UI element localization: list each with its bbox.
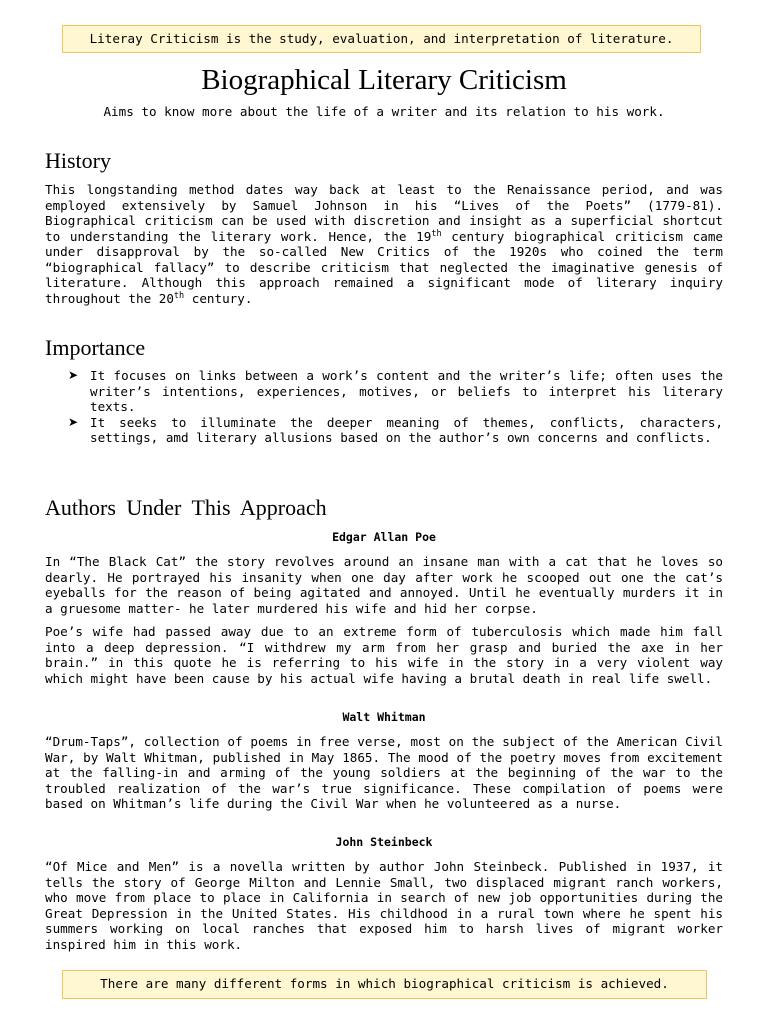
definition-text: Literay Criticism is the study, evaluation, and interpretation of literature.: [89, 31, 674, 46]
importance-heading: Importance: [45, 335, 146, 360]
superscript-th-1: th: [431, 228, 442, 239]
poe-paragraph-1: In “The Black Cat” the story revolves around an insane man with a cat that he loves so dearly. He portrayed his insanity when one day after work he scooped out one the cat’s eyeballs for the reason of being agitated and annoyed. Until he eventually murders it in a gruesome matter- he later murdered his wife and hid her corpse.: [45, 554, 723, 616]
arrow-bullet-icon: ➤: [68, 414, 79, 429]
page-title: Biographical Literary Criticism: [201, 64, 567, 96]
history-heading: History: [45, 148, 111, 173]
history-text-1: This longstanding method dates way back at least to the Renaissance period, and was employed extensively by Samuel Johnson in his “Lives of the Poets” (1779-81). Biographical criticism can be used with discretion and insight as a superficial shortcut to understanding the literary work. Hence, the 19: [45, 182, 723, 244]
page-subtitle: Aims to know more about the life of a writer and its relation to his work.: [103, 104, 665, 119]
importance-list: [68, 368, 723, 446]
authors-heading: Authors Under This Approach: [45, 495, 327, 520]
importance-bullet-1: It focuses on links between a work’s content and the writer’s life; often uses the writer’s intentions, experiences, motives, or beliefs to interpret his literary texts.: [90, 368, 723, 414]
summary-callout: [62, 970, 707, 999]
summary-text: There are many different forms in which biographical criticism is achieved.: [100, 976, 669, 991]
definition-callout: [62, 25, 701, 53]
list-item: [68, 415, 723, 446]
whitman-paragraph: “Drum-Taps”, collection of poems in free verse, most on the subject of the American Civil War, by Walt Whitman, published in May 1865. The mood of the poetry moves from excitement at the falling-in and arming of the young soldiers at the beginning of the war to the troubled realization of the war’s true significance. These compilation of poems were based on Whitman’s life during the Civil War when he volunteered as a nurse.: [45, 734, 723, 811]
list-item: [68, 368, 723, 415]
arrow-bullet-icon: ➤: [68, 368, 79, 382]
poe-paragraph-2: Poe’s wife had passed away due to an extreme form of tuberculosis which made him fall into a deep depression. “I withdrew my arm from her grasp and buried the axe in her brain.” in this quote he is referring to his wife in the story in a very violent way which might have been cause by his actual wife having a brutal death in real life swell.: [45, 624, 723, 686]
history-text-2: century biographical criticism came under disapproval by the so-called New Critics of the 1920s who coined the term “biographical fallacy” to describe criticism that neglected the imaginative genesis of literature. Although this approach remained a significant mode of literary inquiry throughout the 20: [45, 228, 723, 306]
author-name-poe: Edgar Allan Poe: [332, 530, 436, 544]
superscript-th-2: th: [173, 290, 185, 301]
author-name-whitman: Walt Whitman: [342, 710, 426, 724]
importance-bullet-2: It seeks to illuminate the deeper meaning of themes, conflicts, characters, settings, amd literary allusions based on the author’s own concerns and conflicts.: [90, 414, 723, 445]
steinbeck-paragraph: “Of Mice and Men” is a novella written by author John Steinbeck. Published in 1937, it tells the story of George Milton and Lennie Small, two displaced migrant ranch workers, who move from place to place in California in search of new job opportunities during the Great Depression in the United States. His childhood in a rural town where he spent his summers working on local ranches that exposed him to harsh lives of migrant worker inspired him in this work.: [45, 859, 723, 952]
history-paragraph: [45, 182, 723, 306]
history-text-3: century.: [184, 290, 253, 306]
author-name-steinbeck: John Steinbeck: [335, 835, 433, 849]
